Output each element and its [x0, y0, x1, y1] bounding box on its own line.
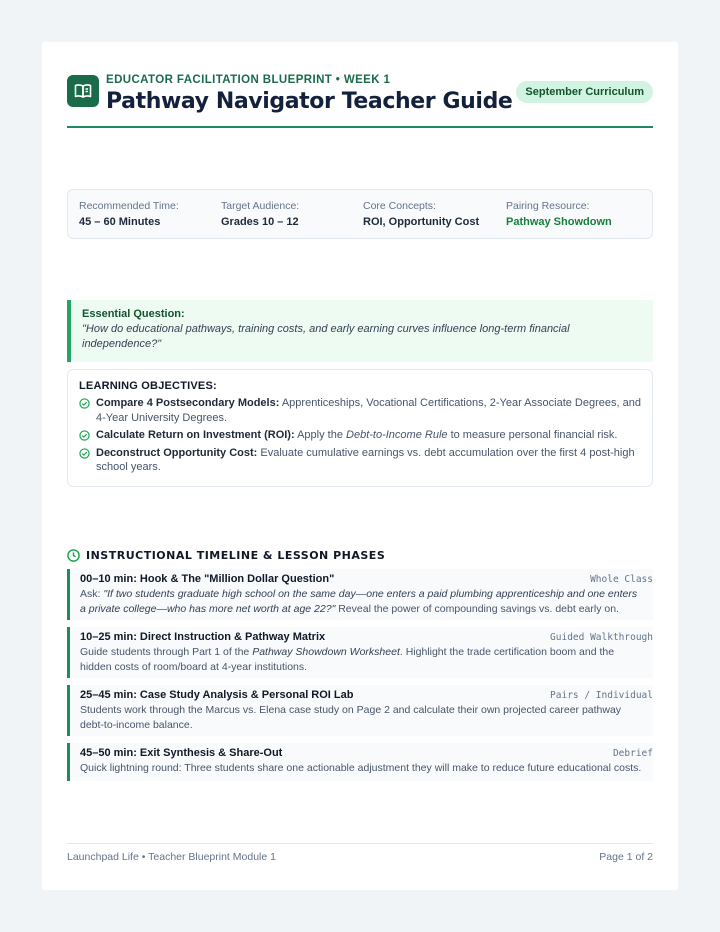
lesson-meta-panel [67, 189, 653, 239]
phase-tag: Whole Class [590, 574, 653, 585]
essential-question [67, 300, 653, 362]
phase-description [80, 645, 653, 674]
phase-italic: Pathway Showdown Worksheet [252, 646, 400, 658]
document-title: Pathway Navigator Teacher Guide [106, 89, 513, 114]
phase-italic: "If two students graduate high school on the same day—one enters a paid plumbing apprenticeship and one enters a private college—who has more net worth at age 22?" [80, 588, 638, 615]
objective-text: Evaluate cumulative earnings vs. debt accumulation over the first 4 post-high school years. [96, 446, 635, 473]
check-circle-icon [79, 448, 90, 459]
objectives-list [79, 396, 641, 475]
document-eyebrow: EDUCATOR FACILITATION BLUEPRINT • WEEK 1 [106, 74, 391, 86]
phase-title: 10–25 min: Direct Instruction & Pathway Matrix [80, 631, 326, 643]
check-circle-icon [79, 398, 90, 409]
meta-label: Target Audience: [221, 200, 300, 212]
meta-label: Pairing Resource: [506, 200, 590, 212]
objective-text: to measure personal financial risk. [447, 429, 618, 441]
check-circle-icon [79, 430, 90, 441]
phase-text: Ask: [80, 588, 104, 600]
phase-text: Reveal the power of compounding savings vs. debt early on. [335, 602, 619, 615]
document-page [42, 42, 678, 890]
meta-label: Recommended Time: [79, 200, 179, 212]
meta-core-concepts [363, 200, 479, 228]
meta-pairing-resource [506, 200, 612, 228]
objectives-title: LEARNING OBJECTIVES: [79, 380, 217, 392]
phase-title: 25–45 min: Case Study Analysis & Personal ROI Lab [80, 689, 354, 701]
phase-title: 45–50 min: Exit Synthesis & Share-Out [80, 747, 283, 759]
meta-recommended-time [79, 200, 179, 228]
objective-text: Apply the [294, 429, 347, 441]
timeline-phase [67, 569, 653, 620]
phase-title: 00–10 min: Hook & The "Million Dollar Question" [80, 573, 335, 585]
phase-text: Guide students through Part 1 of the [80, 646, 253, 658]
objective-bold: Deconstruct Opportunity Cost: [96, 446, 258, 459]
phase-tag: Debrief [612, 748, 653, 759]
phase-tag: Guided Walkthrough [550, 632, 653, 643]
curriculum-badge: September Curriculum [516, 81, 653, 103]
phase-description [80, 587, 653, 616]
objective-item [79, 396, 641, 425]
timeline-heading [67, 548, 385, 562]
objective-item [79, 446, 641, 475]
pairing-resource-link[interactable]: Pathway Showdown [506, 216, 612, 228]
essential-question-text: "How do educational pathways, training costs, and early earning curves influence long-term financial independence?" [82, 323, 570, 350]
timeline-phase [67, 743, 653, 781]
document-footer [67, 843, 653, 863]
meta-target-audience [221, 200, 299, 228]
document-header [67, 74, 653, 128]
phase-text: . Highlight the trade certification boom and the hidden costs of room/board at 4-year institutions. [80, 646, 615, 673]
objective-text: Apprenticeships, Vocational Certifications, 2-Year Associate Degrees, and 4-Year University Degrees. [96, 397, 641, 424]
clock-icon [67, 549, 80, 562]
objective-bold: Calculate Return on Investment (ROI): [96, 429, 295, 441]
phase-description [80, 761, 653, 776]
essential-question-label: Essential Question: [82, 308, 185, 320]
meta-value: Grades 10 – 12 [221, 216, 299, 228]
meta-value: 45 – 60 Minutes [79, 216, 161, 228]
objective-italic: Debt-to-Income Rule [346, 429, 448, 441]
learning-objectives [67, 369, 653, 487]
timeline-heading-text: INSTRUCTIONAL TIMELINE & LESSON PHASES [86, 548, 386, 562]
objective-bold: Compare 4 Postsecondary Models: [96, 397, 280, 409]
phase-tag: Pairs / Individual [550, 690, 653, 701]
phase-text: Quick lightning round: Three students share one actionable adjustment they will make to reduce future educational costs. [80, 762, 642, 774]
objective-item [79, 428, 641, 443]
phase-description [80, 703, 653, 732]
page-number: Page 1 of 2 [599, 851, 653, 863]
book-icon [67, 75, 99, 107]
footer-module: Launchpad Life • Teacher Blueprint Module 1 [67, 851, 276, 863]
meta-label: Core Concepts: [363, 200, 436, 212]
phase-text: Students work through the Marcus vs. Elena case study on Page 2 and calculate their own projected career pathway debt-to-income balance. [80, 704, 622, 731]
meta-value: ROI, Opportunity Cost [363, 216, 480, 228]
timeline-phase [67, 627, 653, 678]
timeline-phase [67, 685, 653, 736]
